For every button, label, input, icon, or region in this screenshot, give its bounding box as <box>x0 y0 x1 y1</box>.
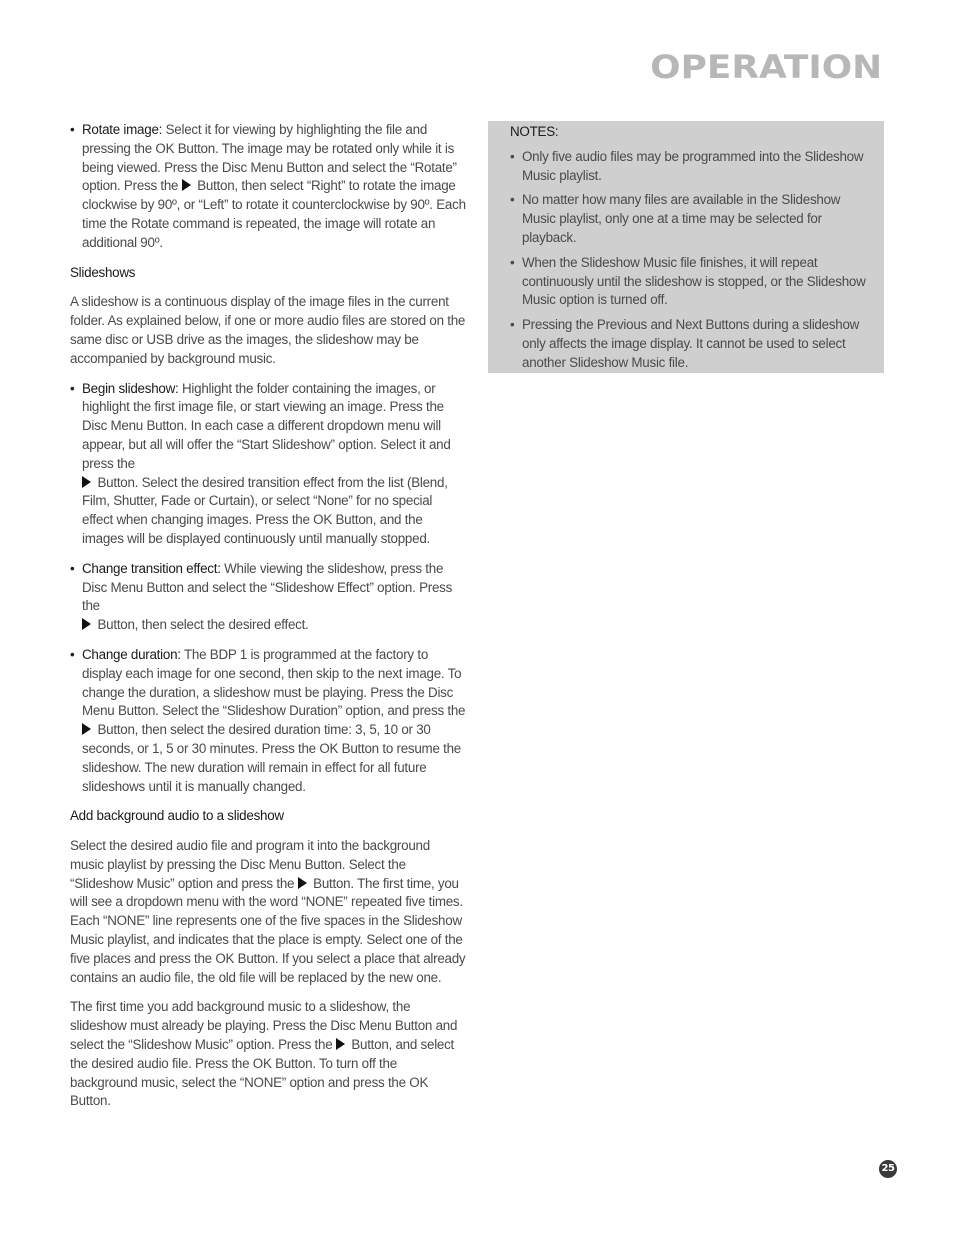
note-text: Pressing the Previous and Next Buttons during a slideshow only affects the image display. It cannot be used to select another Slideshow Music file. <box>522 317 860 370</box>
audio-p1-text-after: Button. The first time, you will see a dropdown menu with the word “NONE” repeated five times. Each “NONE” line represents one of the five spaces in the Slideshow Music playlist, and indicates that the place is empty. Select one of the five places and press the OK Button. If you select a place that already contains an audio file, the old file will be replaced by the new one. <box>70 875 466 985</box>
audio-p2-text: The first time you add background music to a slideshow, the slideshow must already be playing. Press the Disc Menu Button and select the “Slideshow Music” option. Press the <box>70 999 458 1053</box>
rotate-image-text-after: Button, then select “Right” to rotate the image clockwise by 90º, or “Left” to rotate it counterclockwise by 90º. Each time the Rotate command is repeated, the image will rotate an additional 90º. <box>82 178 466 250</box>
note-text: When the Slideshow Music file finishes, it will repeat continuously until the slideshow is stopped, or the Slideshow Music option is turned off. <box>522 254 866 308</box>
note-item <box>510 191 866 247</box>
bullet-dot: • <box>510 192 515 208</box>
change-transition-text-after: Button, then select the desired effect. <box>94 617 309 633</box>
begin-slideshow-label: Begin slideshow: <box>82 380 179 396</box>
background-audio-paragraph-2 <box>70 998 466 1111</box>
bullet-dot: • <box>510 317 515 333</box>
slideshows-intro: A slideshow is a continuous display of the image files in the current folder. As explained below, if one or more audio files are stored on the same disc or USB drive as the images, the slideshow may be accompanied by background music. <box>70 294 466 366</box>
note-text: Only five audio files may be programmed into the Slideshow Music playlist. <box>522 148 864 183</box>
begin-slideshow-item <box>70 380 466 549</box>
play-arrow-icon <box>82 476 91 488</box>
change-duration-text-after: Button, then select the desired duration time: 3, 5, 10 or 30 seconds, or 1, 5 or 30 minutes. Press the OK Button to resume the slideshow. The new duration will remain in effect for all future slideshows until it is manually changed. <box>82 722 461 794</box>
bullet-dot: • <box>510 148 515 164</box>
change-transition-text: While viewing the slideshow, press the Disc Menu Button and select the “Slideshow Effect” option. Press the <box>82 560 453 614</box>
rotate-image-text: Select it for viewing by highlighting the file and pressing the OK Button. The image may be rotated only while it is being viewed. Press the Disc Menu Button and select the “Rotate” option. Press the <box>82 122 457 194</box>
bullet-dot: • <box>70 122 75 137</box>
rotate-image-label: Rotate image: <box>82 122 163 137</box>
bullet-dot: • <box>70 560 75 576</box>
rotate-image-item <box>70 121 466 253</box>
play-arrow-icon <box>82 723 91 735</box>
audio-p2-text-after: Button, and select the desired audio file. Press the OK Button. To turn off the background music, select the “NONE” option and press the OK Button. <box>70 1037 455 1109</box>
bullet-dot: • <box>510 254 515 270</box>
note-item <box>510 148 866 186</box>
page-number-badge: 25 <box>879 1160 897 1178</box>
change-duration-item <box>70 646 466 796</box>
page-title: OPERATION <box>649 48 882 86</box>
play-arrow-icon <box>298 877 307 889</box>
background-audio-paragraph-1 <box>70 837 466 987</box>
play-arrow-icon <box>182 179 191 191</box>
play-arrow-icon <box>82 618 91 630</box>
note-item <box>510 316 866 372</box>
bullet-dot: • <box>70 646 75 662</box>
change-duration-label: Change duration: <box>82 646 181 662</box>
main-column <box>70 121 466 1122</box>
slideshows-heading: Slideshows <box>70 264 136 280</box>
begin-slideshow-text-after: Button. Select the desired transition effect from the list (Blend, Film, Shutter, Fade or Curtain), or select “None” for no special effect when changing images. Press the OK Button, and the images will be displayed continuously until manually stopped. <box>82 474 448 546</box>
background-audio-heading: Add background audio to a slideshow <box>70 808 284 824</box>
change-transition-item <box>70 560 466 635</box>
bullet-dot: • <box>70 380 75 396</box>
note-text: No matter how many files are available in the Slideshow Music playlist, only one at a time may be selected for playback. <box>522 192 841 245</box>
audio-p1-text: Select the desired audio file and program it into the background music playlist by pressing the Disc Menu Button. Select the “Slideshow Music” option and press the <box>70 838 430 891</box>
play-arrow-icon <box>336 1038 345 1050</box>
note-item <box>510 254 866 310</box>
begin-slideshow-text: Highlight the folder containing the images, or highlight the first image file, or start viewing an image. Press the Disc Menu Button. In each case a different dropdown menu will appear, but all will offer the “Start Slideshow” option. Select it and press the <box>82 380 451 471</box>
notes-box <box>488 121 884 373</box>
change-duration-text: The BDP 1 is programmed at the factory to display each image for one second, then skip to the next image. To change the duration, a slideshow must be playing. Press the Disc Menu Button. Select the “Slideshow Duration” option, and press the <box>82 646 466 719</box>
notes-title: NOTES: <box>510 124 559 139</box>
change-transition-label: Change transition effect: <box>82 560 221 576</box>
